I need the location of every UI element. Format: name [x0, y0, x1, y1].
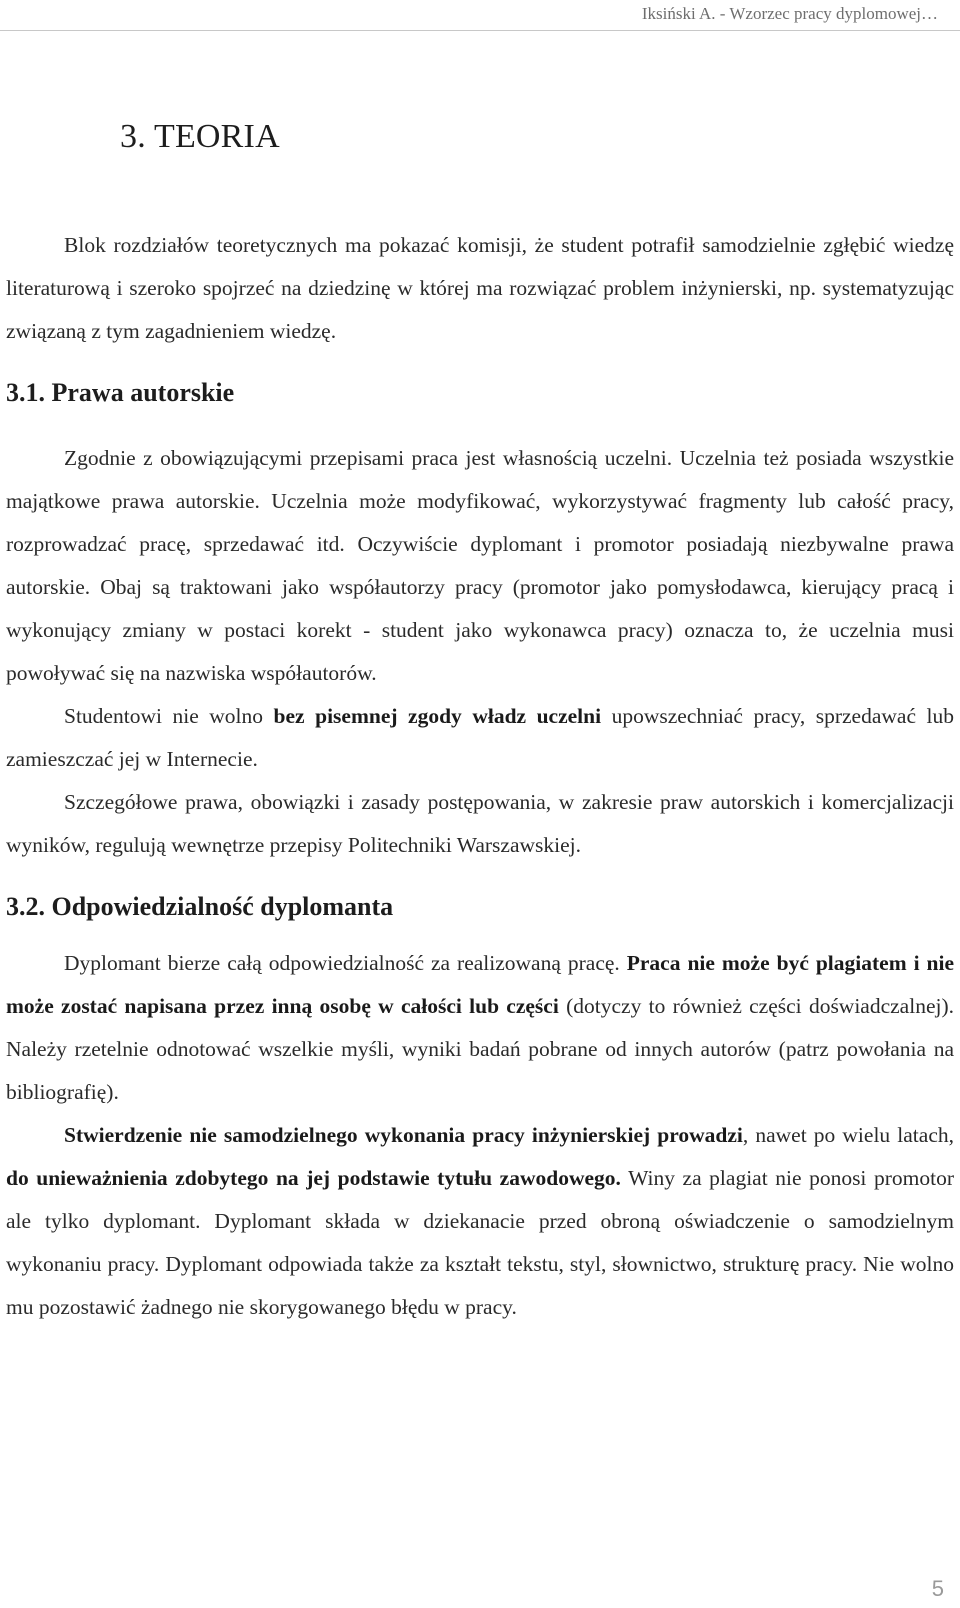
section-3-1-paragraph-2 — [6, 695, 954, 781]
section-3-1-paragraph-3: Szczegółowe prawa, obowiązki i zasady postępowania, w zakresie praw autorskich i komercjalizacji wyników, regulują wewnętrze przepisy Politechniki Warszawskiej. — [6, 790, 954, 857]
bold-text-run: Stwierdzenie nie samodzielnego wykonania pracy inżynierskiej prowadzi — [64, 1123, 743, 1147]
section-3-2-paragraph-1 — [6, 942, 954, 1114]
intro-paragraph: Blok rozdziałów teoretycznych ma pokazać komisji, że student potrafił samodzielnie zgłębić wiedzę literaturową i szeroko spojrzeć na dziedzinę w której ma rozwiązać problem inżynierski, np. systematyzując związaną z tym zagadnieniem wiedzę. — [6, 233, 954, 343]
text-run: upowszechniać pracy, sprzedawać lub zamieszczać jej w Internecie. — [6, 704, 954, 771]
text-run: Winy za plagiat nie ponosi promotor ale tylko dyplomant. Dyplomant składa w dziekanacie przed obroną oświadczenie o samodzielnym wykonaniu pracy. Dyplomant odpowiada także za kształt tekstu, styl, słownictwo, strukturę pracy. Nie wolno mu pozostawić żadnego nie skorygowanego błędu w pracy. — [6, 1166, 954, 1319]
text-run: Dyplomant bierze całą odpowiedzialność za realizowaną pracę. — [64, 951, 627, 975]
text-run: (dotyczy to również części doświadczalnej). Należy rzetelnie odnotować wszelkie myśli, wyniki badań pobrane od innych autorów (patrz powołania na bibliografię). — [6, 994, 955, 1104]
text-run: , nawet po wielu latach, — [742, 1123, 954, 1147]
chapter-title: 3. TEORIA — [120, 118, 280, 155]
bold-text-run: do unieważnienia zdobytego na jej podstawie tytułu zawodowego. — [6, 1166, 621, 1190]
bold-text-run: bez pisemnej zgody władz uczelni — [273, 704, 602, 728]
page-number: 5 — [931, 1576, 944, 1601]
running-header: Iksiński A. - Wzorzec pracy dyplomowej… — [641, 4, 938, 23]
section-title-3-2: 3.2. Odpowiedzialność dyplomanta — [6, 892, 394, 921]
section-title-3-1: 3.1. Prawa autorskie — [6, 378, 235, 407]
bold-text-run: Praca nie może być plagiatem i nie może zostać napisana przez inną osobę w całości lub części — [6, 951, 954, 1018]
section-3-2-paragraph-2 — [6, 1114, 954, 1329]
header-divider — [0, 30, 960, 31]
document-body — [6, 224, 954, 1329]
section-3-1-paragraph-1: Zgodnie z obowiązującymi przepisami praca jest własnością uczelni. Uczelnia też posiada wszystkie majątkowe prawa autorskie. Uczelnia może modyfikować, wykorzystywać fragmenty lub całość pracy, rozprowadzać pracę, sprzedawać itd. Oczywiście dyplomant i promotor posiadają niezbywalne prawa autorskie. Obaj są traktowani jako współautorzy pracy (promotor jako pomysłodawca, kierujący pracą i wykonujący zmiany w postaci korekt - student jako wykonawca pracy) oznacza to, że uczelnia musi powoływać się na nazwiska współautorów. — [6, 446, 954, 685]
text-run: Studentowi nie wolno — [64, 704, 274, 728]
